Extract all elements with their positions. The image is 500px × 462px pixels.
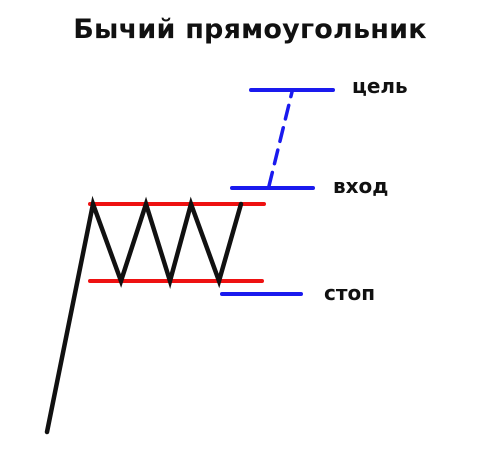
target-label: цель xyxy=(352,74,408,98)
stop-label: стоп xyxy=(324,281,376,305)
price-path xyxy=(47,204,241,432)
diagram-title: Бычий прямоугольник xyxy=(73,14,427,45)
projection-dashed-line xyxy=(269,92,292,186)
entry-label: вход xyxy=(333,174,389,198)
